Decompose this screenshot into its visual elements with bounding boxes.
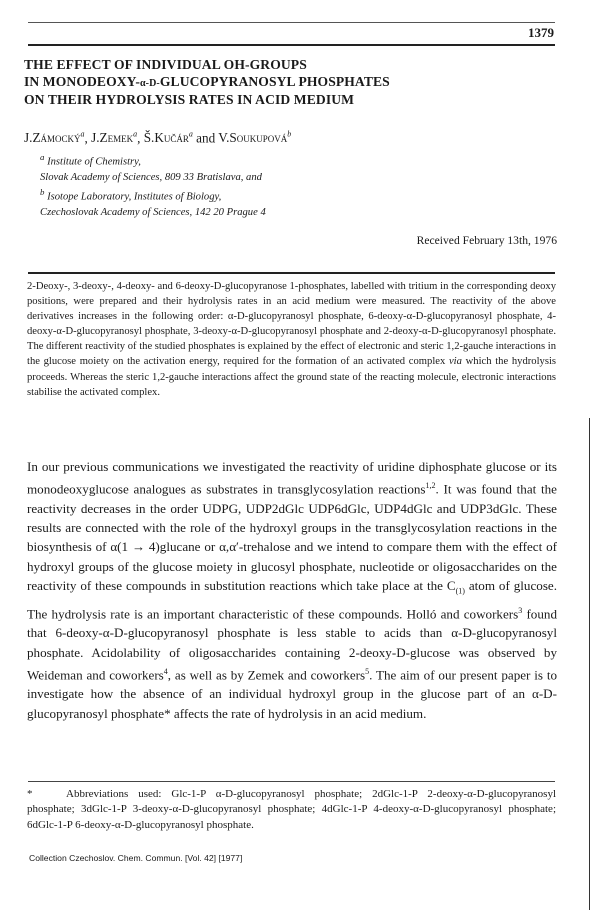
scan-edge-line bbox=[589, 418, 590, 910]
body-paragraph: In our previous communications we investigated the reactivity of uridine diphosphate glucose or its monodeoxyglucose analogues as substrates in transglycosylation reactions$^{1,2}$. It was found that the reactivity decreases in the order UDPG, UDP2dGlc UDP6dGlc, UDP4dGlc and UDP3dGlc. These results are connected with the role of the hydroxyl groups in the transglycosylation reactions in the biosynthesis of α(1 → 4)glucane or α,α′-trehalose and we intend to compare them with the effect of hydroxyl groups of the glucose moiety in glucosyl phosphate, nucleotide or oligosaccharides on the reactivity of these compounds in substitution reactions which take place at the $C_{(1)}$ atom of glucose. The hydrolysis rate is an important characteristic of these compounds. Holló and coworkers$^3$ found that 6-deoxy-α-D-glucopyranosyl phosphate is less stable to acids than α-D-glucopyranosyl phosphate. Acidolability of oligosaccharides containing 2-deoxy-D-glucose was observed by Weideman and coworkers$^4$, as well as by Zemek and coworkers$^5$. The aim of our present paper is to investigate how the absence of an individual hydroxyl group in the glucose part of an α-D-glucopyranosyl phosphate* affects the rate of hydrolysis in an acid medium. bbox=[27, 459, 558, 721]
author-2: J.Zemek$^a$ bbox=[91, 130, 138, 146]
affiliation-a-line-2: Slovak Academy of Sciences, 809 33 Bratislava, and bbox=[40, 171, 262, 183]
header-bottom-rule bbox=[28, 44, 555, 46]
title-line-1: THE EFFECT OF INDIVIDUAL OH-GROUPS bbox=[24, 57, 307, 72]
received-date: Received February 13th, 1976 bbox=[416, 234, 557, 247]
affiliation-b-line-2: Czechoslovak Academy of Sciences, 142 20 Prague 4 bbox=[40, 207, 266, 219]
title-line-2-suffix: GLUCOPYRANOSYL PHOSPHATES bbox=[159, 73, 390, 89]
article-title bbox=[24, 57, 390, 109]
title-line-3: ON THEIR HYDROLYSIS RATES IN ACID MEDIUM bbox=[24, 92, 355, 107]
journal-footer: Collection Czechoslov. Chem. Commun. [Vol. 42] [1977] bbox=[29, 853, 243, 863]
citation-5: 5 bbox=[365, 666, 370, 676]
author-1: J.Zámocký$^a$ bbox=[24, 130, 85, 146]
via-italic: via bbox=[448, 356, 462, 368]
affiliation-a-line-1: $^a$ Institute of Chemistry, bbox=[40, 152, 141, 168]
footnote: * Abbreviations used: Glc-1-P α-D-glucopyranosyl phosphate; 2dGlc-1-P 2-deoxy-α-D-glucopyranosyl phosphate; 3dGlc-1-P 3-deoxy-α-D-glucopyranosyl phosphate; 4dGlc-1-P 4-deoxy-α-D-glucopyranosyl phosphate; 6dGlc-1-P 6-deoxy-α-D-glucopyranosyl phosphate. bbox=[27, 788, 556, 831]
header-top-rule bbox=[28, 22, 555, 23]
citation-3: 3 bbox=[518, 605, 523, 615]
page-number: 1379 bbox=[528, 25, 554, 40]
author-3: Š.Kučár$^a$ bbox=[143, 130, 193, 146]
citation-4: 4 bbox=[163, 666, 168, 676]
abstract: 2-Deoxy-, 3-deoxy-, 4-deoxy- and 6-deoxy-D-glucopyranose 1-phosphates, labelled with tritium in the corresponding deoxy positions, were prepared and their hydrolysis rates in an acid medium were measured. The reactivity of the above derivatives increases in the following order: α-D-glucopyranosyl phosphate, 6-deoxy-α-D-glucopyranosyl phosphate, 4-deoxy-α-D-glucopyranosyl phosphate, 3-deoxy-α-D-glucopyranosyl phosphate and 2-deoxy-α-D-glucopyranosyl phosphate. The different reactivity of the studied phosphates is explained by the effect of electronic and steric 1,2-gauche interactions in the glucose moiety on the activation energy, required for the formation of an activated complex via which the hydrolysis proceeds. Whereas the steric 1,2-gauche interactions affect the ground state of the reacting molecule, electronic interactions stabilise the activated complex. bbox=[27, 281, 557, 398]
title-line-2-prefix: IN MONODEOXY- bbox=[24, 73, 140, 89]
author-list: J.Zámocký$^a$, J.Zemek$^a$, Š.Kučár$^a$ and V.Soukupová$^b$ bbox=[24, 130, 292, 146]
abstract-top-rule bbox=[28, 272, 555, 274]
title-alpha-d: α-D- bbox=[139, 77, 160, 89]
affiliation-b-line-1: $^b$ Isotope Laboratory, Institutes of Biology, bbox=[40, 187, 222, 203]
citation-1-2: 1,2 bbox=[425, 481, 436, 491]
affiliations bbox=[40, 150, 266, 221]
title-line-2 bbox=[24, 74, 390, 93]
footnote-rule bbox=[28, 781, 555, 782]
author-4: V.Soukupová$^b$ bbox=[218, 130, 292, 146]
footnote-marker: * bbox=[27, 788, 33, 800]
